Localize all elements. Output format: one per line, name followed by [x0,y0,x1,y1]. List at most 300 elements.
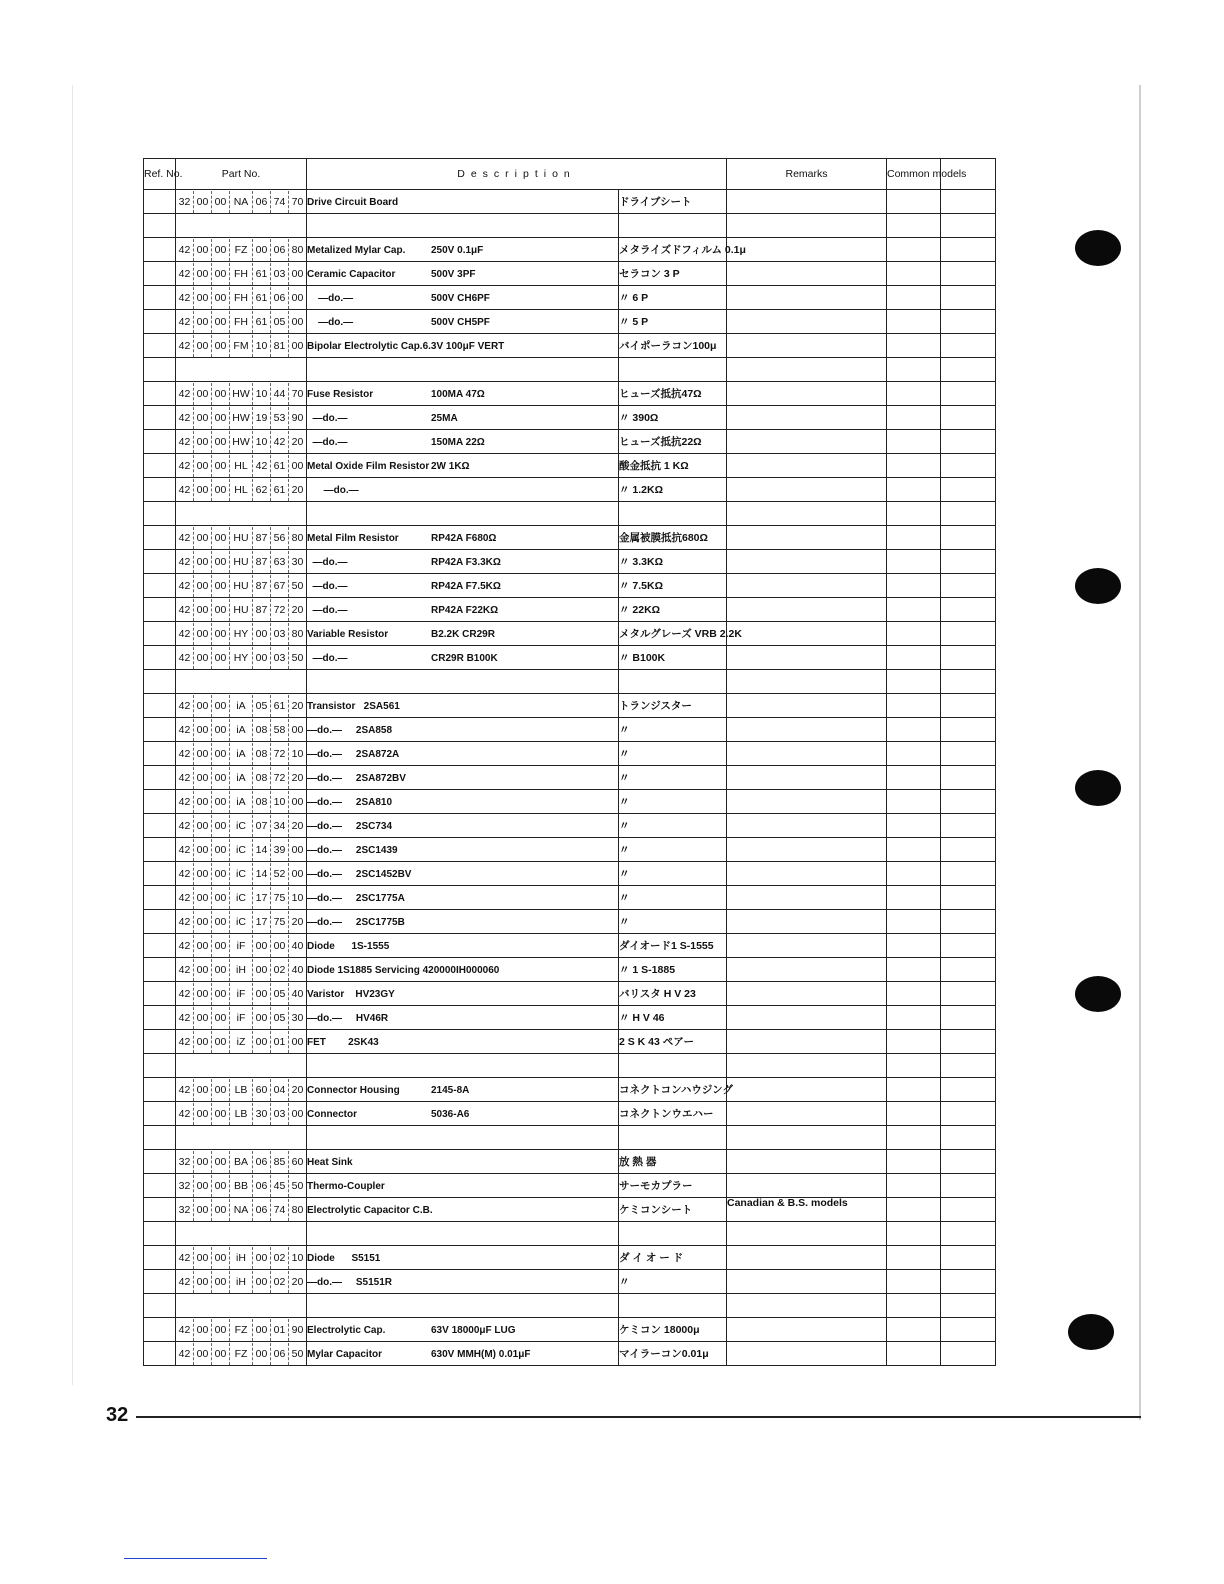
part-no-segment: 58 [271,719,289,741]
ref-no-cell [144,478,176,502]
part-no-segment: NA [230,191,253,213]
part-no-segment: 00 [212,479,230,501]
description-cell [307,718,619,742]
table-row [144,1150,996,1174]
extra-cell [941,430,996,454]
description-cell [307,1006,619,1030]
japanese-name-cell: セラコン 3 P [619,262,727,286]
table-row [144,862,996,886]
japanese-name-cell: ダイオード1 S-1555 [619,934,727,958]
japanese-name-cell: 〃 [619,790,727,814]
part-no-segment: 03 [271,647,289,669]
description-item: Variable Resistor [307,628,389,640]
table-row [144,1174,996,1198]
part-no-segment: 00 [212,719,230,741]
part-no-segment: 02 [271,1271,289,1293]
part-no-cell [176,1030,307,1054]
japanese-name-cell: 〃 22KΩ [619,598,727,622]
extra-cell [941,958,996,982]
remarks-cell: Canadian & B.S. models [727,1198,887,1222]
part-no-segment: FZ [230,1319,253,1341]
part-no-segment: 72 [271,767,289,789]
japanese-name-cell: ヒューズ抵抗22Ω [619,430,727,454]
part-no-cell [176,214,307,238]
part-no-segment: 40 [291,939,304,952]
description-spec: CR29R B100K [431,652,498,664]
description-cell [307,406,619,430]
description-cell [307,910,619,934]
part-no-segment: 00 [194,335,212,357]
part-no-segment: FZ [230,239,253,261]
common-models-cell [887,454,941,478]
ref-no-cell [144,526,176,550]
japanese-name-cell: 〃 3.3KΩ [619,550,727,574]
part-no-segment: 00 [194,287,212,309]
description-spec: B2.2K CR29R [431,628,495,640]
part-no-segment: 85 [271,1151,289,1173]
japanese-name-cell: 〃 B100K [619,646,727,670]
part-no-segment: 00 [212,1007,230,1029]
ref-no-cell [144,718,176,742]
description-item: FET 2SK43 [307,1036,379,1048]
table-row [144,1342,996,1366]
footer-rule [136,1416,1141,1418]
part-no-segment: 08 [253,743,271,765]
description-item: —do.— 2SA858 [307,724,393,736]
ref-no-cell [144,814,176,838]
ref-no-cell [144,646,176,670]
part-no-segment: 00 [194,1103,212,1125]
part-no-cell [176,190,307,214]
extra-cell [941,1150,996,1174]
part-no-segment: 00 [212,599,230,621]
blank-row [144,670,996,694]
ref-no-cell [144,838,176,862]
page-edge-left [72,85,73,1385]
part-no-segment: 70 [291,195,304,208]
ref-no-cell [144,1270,176,1294]
description-cell [307,190,619,214]
description-cell [307,382,619,406]
common-models-cell [887,838,941,862]
common-models-cell [887,1222,941,1246]
extra-cell [941,1126,996,1150]
description-item: Electrolytic Cap. [307,1324,386,1336]
part-no-segment: 00 [194,479,212,501]
ref-no-cell [144,1342,176,1366]
part-no-segment: 00 [194,1031,212,1053]
part-no-segment: 39 [271,839,289,861]
part-no-segment: 42 [176,479,194,501]
part-no-segment: 42 [176,527,194,549]
common-models-cell [887,910,941,934]
part-no-segment: 00 [194,407,212,429]
part-no-segment: 00 [212,287,230,309]
part-no-segment: iA [230,791,253,813]
extra-cell [941,1270,996,1294]
part-no-segment: 32 [176,1175,194,1197]
ref-no-cell [144,382,176,406]
extra-cell [941,1198,996,1222]
part-no-segment: 00 [194,311,212,333]
table-row [144,454,996,478]
part-no-segments [176,502,306,525]
part-no-cell [176,478,307,502]
part-no-segment: 00 [194,1271,212,1293]
remarks-cell [727,934,887,958]
remarks-cell [727,1246,887,1270]
remarks-cell [727,1054,887,1078]
table-row [144,910,996,934]
part-no-segment: 20 [291,915,304,928]
description-item: —do.— [307,604,348,616]
part-no-segment: 30 [291,555,304,568]
extra-cell [941,238,996,262]
part-no-segments [176,406,306,429]
common-models-cell [887,574,941,598]
remarks-cell [727,454,887,478]
blank-row [144,1126,996,1150]
remarks-cell [727,1126,887,1150]
part-no-segments [176,310,306,333]
part-no-segment: 20 [291,1275,304,1288]
part-no-segment: 42 [176,743,194,765]
part-no-segment: 42 [176,815,194,837]
part-no-segment: 06 [271,239,289,261]
part-no-segment: 00 [194,263,212,285]
common-models-cell [887,1318,941,1342]
part-no-segment: 00 [194,1319,212,1341]
japanese-name-cell: 〃 [619,862,727,886]
extra-cell [941,358,996,382]
part-no-segment: 00 [194,575,212,597]
part-no-segment: iF [230,935,253,957]
japanese-name-cell: 金属被膜抵抗680Ω [619,526,727,550]
extra-cell [941,526,996,550]
part-no-segment: iC [230,911,253,933]
ref-no-cell [144,238,176,262]
part-no-segment: 20 [291,603,304,616]
common-models-cell [887,790,941,814]
part-no-segment: 72 [271,599,289,621]
part-no-segment: 00 [212,767,230,789]
description-item: Metal Film Resistor [307,532,399,544]
common-models-cell [887,262,941,286]
remarks-cell [727,286,887,310]
japanese-name-cell: 放 熱 器 [619,1150,727,1174]
part-no-segments [176,1294,306,1317]
japanese-name-cell [619,358,727,382]
part-no-segment: 00 [194,527,212,549]
common-models-cell [887,622,941,646]
remarks-cell [727,718,887,742]
japanese-name-cell: 〃 390Ω [619,406,727,430]
part-no-segments [176,838,306,861]
part-no-segments [176,1150,306,1173]
description-item: Connector [307,1108,357,1120]
ref-no-cell [144,358,176,382]
binder-hole-1 [1075,230,1121,266]
table-row [144,550,996,574]
ref-no-cell [144,262,176,286]
description-spec: RP42A F680Ω [431,532,497,544]
ref-no-cell [144,1294,176,1318]
part-no-segment: 05 [271,311,289,333]
part-no-segment: 08 [253,791,271,813]
part-no-header: Part No. [176,159,307,190]
blank-row [144,1294,996,1318]
part-no-segments [176,1270,306,1293]
description-cell [307,262,619,286]
extra-cell [941,1342,996,1366]
part-no-segment: 17 [253,911,271,933]
description-spec: 150MA 22Ω [431,436,485,448]
extra-cell [941,502,996,526]
part-no-segment: 19 [253,407,271,429]
part-no-segment: 50 [291,1347,304,1360]
part-no-segment: FH [230,287,253,309]
description-spec: RP42A F3.3KΩ [431,556,501,568]
ref-no-cell [144,1198,176,1222]
description-cell [307,502,619,526]
part-no-cell [176,1006,307,1030]
part-no-segment: iC [230,863,253,885]
japanese-name-cell: メタライズドフィルム 0.1μ [619,238,727,262]
part-no-segment: 32 [176,191,194,213]
part-no-segments [176,1246,306,1269]
part-no-segment: 05 [271,1007,289,1029]
table-row [144,1318,996,1342]
part-no-segment: 42 [176,647,194,669]
part-no-cell [176,886,307,910]
part-no-segment: 00 [212,527,230,549]
part-no-segment: BA [230,1151,253,1173]
description-cell [307,862,619,886]
common-models-cell [887,742,941,766]
extra-cell [941,310,996,334]
part-no-segment: 42 [176,1007,194,1029]
remarks-cell [727,262,887,286]
description-cell [307,694,619,718]
part-no-segment: 61 [271,695,289,717]
part-no-segment: 42 [176,863,194,885]
part-no-segment: 87 [253,599,271,621]
part-no-segments [176,886,306,909]
description-cell [307,238,619,262]
part-no-segment: 87 [253,575,271,597]
part-no-segment: 00 [194,647,212,669]
description-spec: 2145-8A [431,1084,470,1096]
description-cell [307,934,619,958]
ref-no-cell [144,1102,176,1126]
extra-cell [941,862,996,886]
extra-cell [941,574,996,598]
part-no-segment: HY [230,623,253,645]
part-no-segment: 00 [291,267,304,280]
table-row [144,334,996,358]
extra-cell [941,718,996,742]
part-no-segment: 40 [291,963,304,976]
common-models-cell [887,214,941,238]
extra-cell [941,982,996,1006]
part-no-segments [176,1126,306,1149]
part-no-segments [176,286,306,309]
part-no-segments [176,454,306,477]
description-item: Fuse Resistor [307,388,374,400]
part-no-segment: 00 [271,935,289,957]
part-no-segment: 00 [291,315,304,328]
blank-row [144,502,996,526]
part-no-cell [176,1198,307,1222]
common-models-cell [887,1174,941,1198]
ref-no-cell [144,406,176,430]
description-spec: 5036-A6 [431,1108,470,1120]
part-no-segment: 42 [176,383,194,405]
description-spec: RP42A F22KΩ [431,604,499,616]
part-no-segment: 20 [291,699,304,712]
remarks-cell [727,1318,887,1342]
part-no-segment: 00 [212,551,230,573]
japanese-name-cell: 〃 1 S-1885 [619,958,727,982]
common-models-cell [887,1294,941,1318]
part-no-segment: 00 [194,1343,212,1365]
part-no-segment: 00 [212,863,230,885]
japanese-name-cell: 〃 [619,910,727,934]
description-item: —do.— 2SC1775B [307,916,405,928]
extra-cell [941,454,996,478]
part-no-segment: iH [230,959,253,981]
description-item: —do.— 2SC734 [307,820,393,832]
part-no-segment: iH [230,1271,253,1293]
description-item: —do.— [307,652,348,664]
ref-no-cell [144,910,176,934]
extra-cell [941,1246,996,1270]
part-no-segment: 00 [212,647,230,669]
part-no-cell [176,1270,307,1294]
part-no-segment: 42 [176,1247,194,1269]
part-no-segment: 00 [253,1031,271,1053]
description-spec: 2W 1KΩ [431,460,470,472]
part-no-segment: HY [230,647,253,669]
table-row [144,694,996,718]
binder-hole-3 [1075,770,1121,806]
japanese-name-cell: 〃 [619,1270,727,1294]
remarks-cell [727,1078,887,1102]
part-no-segment: 42 [176,623,194,645]
part-no-segment: 00 [291,723,304,736]
table-row [144,934,996,958]
part-no-segment: 87 [253,551,271,573]
part-no-segment: iF [230,983,253,1005]
description-cell [307,286,619,310]
common-models-cell [887,1198,941,1222]
common-models-cell [887,886,941,910]
japanese-name-cell [619,1126,727,1150]
part-no-segment: iH [230,1247,253,1269]
part-no-segment: iC [230,815,253,837]
extra-cell [941,1294,996,1318]
japanese-name-cell: ケミコンシート [619,1198,727,1222]
part-no-cell [176,934,307,958]
part-no-cell [176,454,307,478]
part-no-cell [176,910,307,934]
binder-hole-4 [1075,976,1121,1012]
part-no-segment: 42 [176,287,194,309]
part-no-segment: 90 [291,411,304,424]
ref-no-cell [144,286,176,310]
remarks-cell [727,574,887,598]
part-no-segments [176,742,306,765]
part-no-segment: 42 [176,695,194,717]
description-cell [307,670,619,694]
remarks-cell [727,790,887,814]
extra-cell [941,790,996,814]
common-models-cell [887,1270,941,1294]
common-models-cell [887,334,941,358]
extra-cell [941,1222,996,1246]
part-no-segment: 00 [212,1151,230,1173]
part-no-segments [176,910,306,933]
ref-no-cell [144,214,176,238]
remarks-cell [727,742,887,766]
description-item: Ceramic Capacitor [307,268,396,280]
part-no-segment: 06 [253,1199,271,1221]
table-row [144,742,996,766]
part-no-segment: 00 [194,863,212,885]
remarks-cell [727,430,887,454]
description-cell [307,622,619,646]
remarks-cell [727,958,887,982]
part-no-segment: 10 [271,791,289,813]
common-models-cell [887,1054,941,1078]
description-spec: 500V CH5PF [431,316,490,328]
part-no-segment: 34 [271,815,289,837]
part-no-segments [176,214,306,237]
description-item: —do.— HV46R [307,1012,389,1024]
table-row [144,1102,996,1126]
ref-no-cell [144,958,176,982]
part-no-segment: 00 [212,983,230,1005]
part-no-segment: 00 [212,839,230,861]
description-cell [307,310,619,334]
part-no-cell [176,1174,307,1198]
part-no-segment: iF [230,1007,253,1029]
common-models-cell [887,1342,941,1366]
table-row [144,982,996,1006]
common-models-cell [887,358,941,382]
part-no-segment: 87 [253,527,271,549]
part-no-cell [176,694,307,718]
part-no-segments [176,934,306,957]
extra-cell [941,478,996,502]
ref-no-cell [144,334,176,358]
part-no-segment: 42 [253,455,271,477]
description-cell [307,1198,619,1222]
description-item: —do.— S5151R [307,1276,393,1288]
part-no-segment: 42 [176,983,194,1005]
table-row [144,478,996,502]
part-no-segment: FH [230,263,253,285]
part-no-segments [176,1198,306,1221]
part-no-segment: 07 [253,815,271,837]
table-row [144,766,996,790]
common-models-cell [887,382,941,406]
ref-no-cell [144,1054,176,1078]
ref-no-cell [144,454,176,478]
part-no-segments [176,550,306,573]
part-no-segment: 00 [194,551,212,573]
remarks-cell [727,1030,887,1054]
